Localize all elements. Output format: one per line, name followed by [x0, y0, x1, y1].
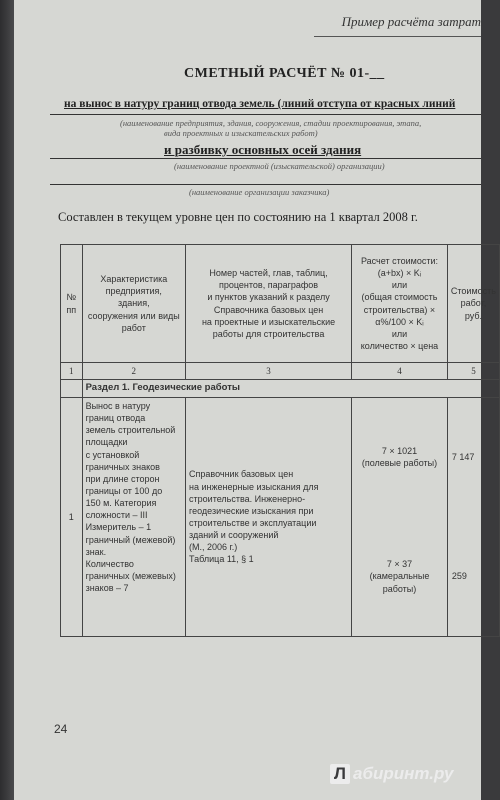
table-index-row [61, 363, 500, 380]
purpose-line-1: на вынос в натуру границ отвода земель (линий отступа от красных линий [64, 98, 456, 110]
caption-1a: (наименование предприятия, здания, сооружения, стадии проектирования, этапа, [120, 118, 422, 128]
section-empty-cell [61, 380, 83, 398]
caption-1b: вида проектных и изыскательских работ) [164, 128, 318, 138]
section-title: Раздел 1. Геодезические работы [82, 380, 499, 398]
header-col-calculation: Расчет стоимости: (a+bx) × Kᵢ или (общая стоимость строительства) × α%/100 × Kᵢ или количество × цена [352, 245, 448, 363]
index-cell: 4 [352, 363, 448, 380]
book-gutter [0, 0, 14, 800]
book-page [14, 0, 496, 800]
row-number: 1 [61, 397, 83, 636]
header-col-description: Характеристика предприятия, здания, сооружения или виды работ [82, 245, 185, 363]
row-description: Вынос в натуру границ отвода земель строительной площадки с установкой граничных знаков при длине сторон границы от 100 до 150 м. Категория сложности – III Измеритель – 1 граничный (межевой) знак. Количество граничных (межевых) знаков – 7 [82, 397, 185, 636]
index-cell: 5 [447, 363, 499, 380]
cost-office-work: 259 [451, 571, 467, 582]
index-cell: 2 [82, 363, 185, 380]
index-cell: 3 [186, 363, 352, 380]
compiled-note: Составлен в текущем уровне цен по состоянию на 1 квартал 2008 г. [58, 210, 418, 224]
purpose-line-2: и разбивку основных осей здания [164, 142, 362, 157]
header-col-number: № пп [61, 245, 83, 363]
header-rule [314, 36, 481, 37]
row-cost [447, 397, 499, 636]
row-reference: Справочник базовых цен на инженерные изыскания для строительства. Инженерно- геодезические изыскания при строительстве и эксплуатации зданий и сооружений (М., 2006 г.) Таблица 11, § 1 [186, 397, 352, 636]
section-row [61, 380, 500, 398]
watermark-logo: Л абиринт.ру [330, 764, 453, 784]
underline-2 [50, 158, 481, 159]
page-number: 24 [54, 722, 68, 736]
estimate-table [60, 244, 500, 637]
header-col-reference: Номер частей, глав, таблиц, процентов, параграфов и пунктов указаний к разделу Справочника базовых цен на проектные и изыскательские работы для строительства [186, 245, 352, 363]
running-header: Пример расчёта затрат [341, 14, 481, 29]
header-col-cost: Стоимость работ, руб. [447, 245, 499, 363]
calc-field-work: 7 × 1021 (полевые работы) [361, 446, 438, 469]
row-calculation [352, 397, 448, 636]
table-header-row [61, 245, 500, 363]
underline-3 [50, 184, 481, 185]
underline-1 [50, 114, 481, 115]
cost-field-work: 7 147 [451, 452, 475, 463]
labirint-logo-icon: Л [330, 764, 350, 784]
calc-office-work: 7 × 37 (камеральные работы) [369, 559, 430, 594]
caption-2: (наименование проектной (изыскательской) организации) [174, 161, 385, 171]
caption-3: (наименование организации заказчика) [189, 187, 330, 197]
estimate-title: СМЕТНЫЙ РАСЧЁТ № 01-__ [184, 66, 385, 81]
index-cell: 1 [61, 363, 83, 380]
table-row [61, 397, 500, 636]
